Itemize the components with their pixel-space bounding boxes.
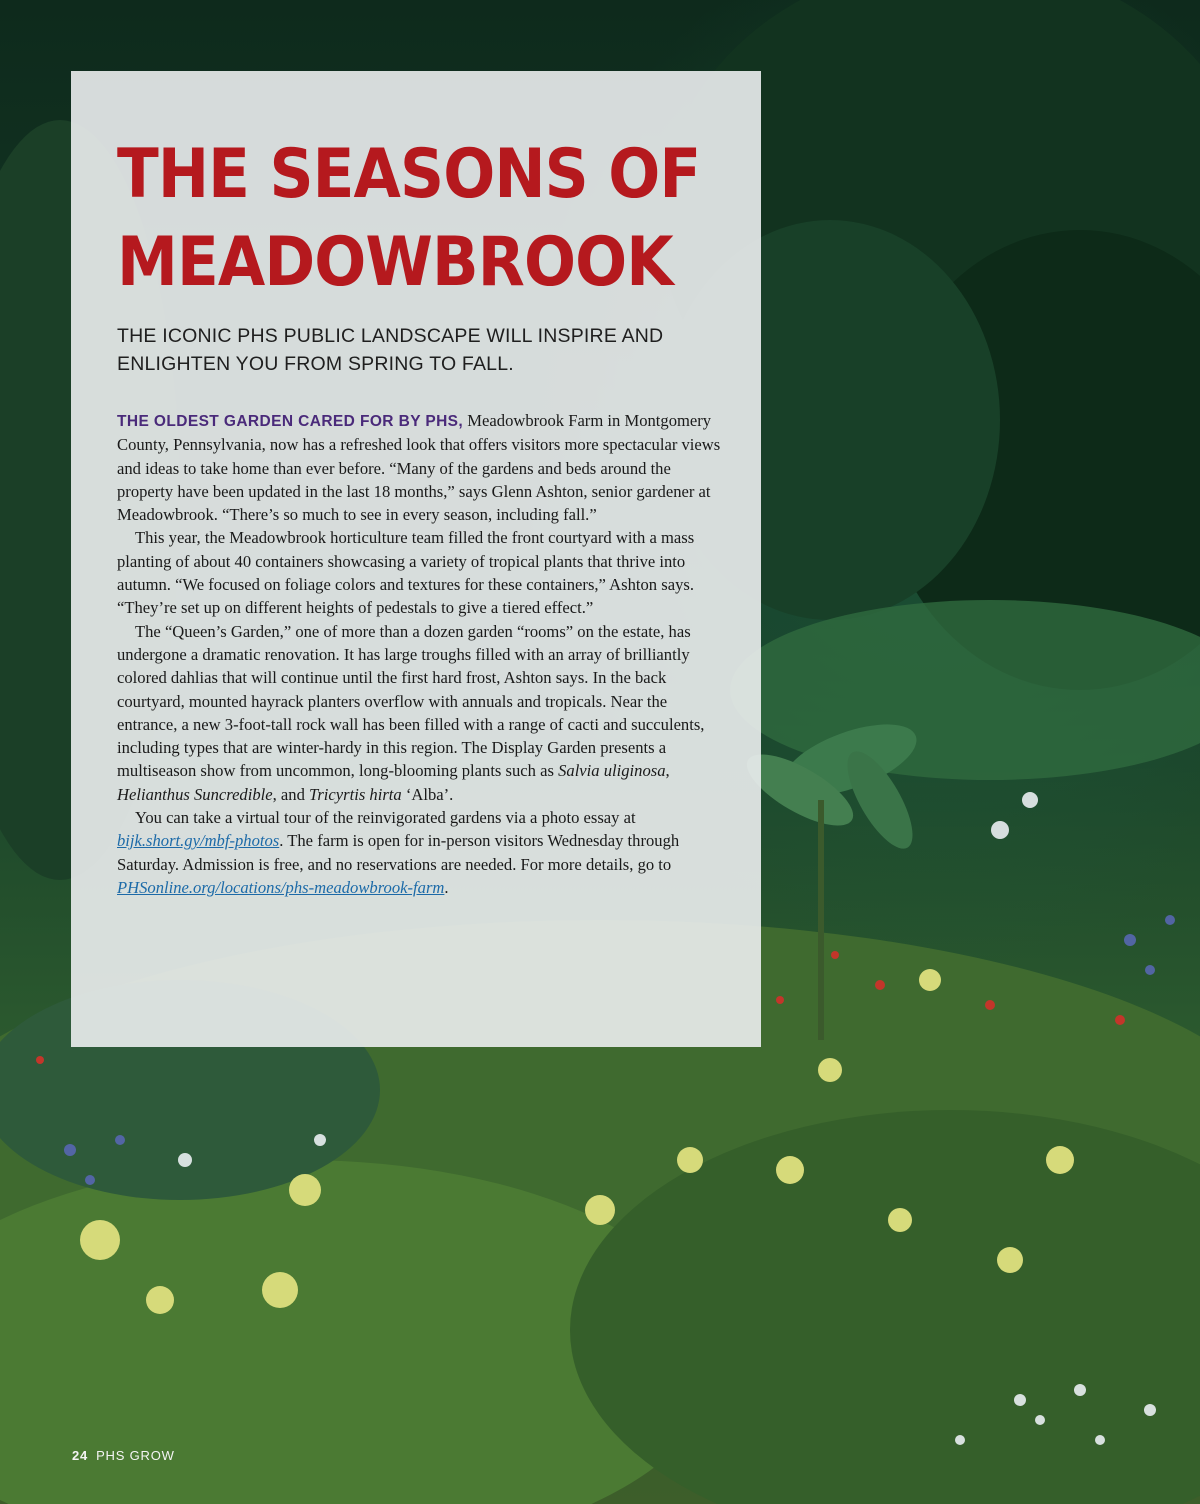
- article-deck: [117, 322, 717, 378]
- photo-essay-link[interactable]: bijk.short.gy/mbf-photos: [117, 831, 280, 851]
- separator: ,: [665, 761, 670, 781]
- page-number: 24: [72, 1448, 89, 1463]
- paragraph-2: [117, 526, 722, 619]
- lead-in: THE OLDEST GARDEN CARED FOR BY PHS,: [117, 413, 464, 430]
- article-body: [117, 409, 722, 899]
- article-panel: [71, 71, 761, 1047]
- paragraph-2-text: This year, the Meadowbrook horticulture team filled the front courtyard with a mass planting of about 40 containers showcasing a variety of tropical plants that thrive into autumn. “We focused on foliage colors and textures for these containers,” Ashton says. “They’re set up on different heights of pedestals to give a tiered effect.”: [117, 528, 695, 618]
- paragraph-3: [117, 620, 722, 806]
- phs-meadowbrook-link[interactable]: PHSonline.org/locations/phs-meadowbrook-farm: [117, 877, 445, 897]
- paragraph-3-text: The “Queen’s Garden,” one of more than a dozen garden “rooms” on the estate, has undergone a dramatic renovation. It has large troughs filled with an array of brilliantly colored dahlias that will continue until the first hard frost, Ashton says. In the back courtyard, mounted hayrack planters overflow with annuals and tropicals. Near the entrance, a new 3-foot-tall rock wall has been filled with a range of cacti and succulents, including types that are winter-hardy in this region. The Display Garden presents a multiseason show from uncommon, long-blooming plants such as: [117, 621, 705, 781]
- page-footer: [72, 1448, 175, 1463]
- separator: , and: [272, 784, 310, 804]
- paragraph-4-text-b: . The farm is open for in-person visitors Wednesday through Saturday. Admission is free, and no reservations are needed. For more details, go to: [117, 831, 680, 874]
- plant-name-helianthus: Helianthus Suncredible: [117, 784, 273, 804]
- paragraph-4-end: .: [444, 877, 449, 897]
- title-line-1: THE SEASONS OF: [117, 135, 701, 214]
- paragraph-1-text: Meadowbrook Farm in Montgomery County, Pennsylvania, now has a refreshed look that offers visitors more spectacular views and ideas to take home than ever before. “Many of the gardens and beds around the property have been updated in the last 18 months,” says Glenn Ashton, senior gardener at Meadowbrook. “There’s so much to see in every season, including fall.”: [117, 411, 721, 525]
- paragraph-4-text: You can take a virtual tour of the reinvigorated gardens via a photo essay at: [135, 808, 636, 828]
- deck-line-1: THE ICONIC PHS PUBLIC LANDSCAPE WILL INSPIRE AND: [117, 325, 664, 347]
- deck-line-2: ENLIGHTEN YOU FROM SPRING TO FALL.: [117, 353, 514, 375]
- title-line-2: MEADOWBROOK: [117, 223, 673, 302]
- article-title: [117, 131, 701, 307]
- paragraph-3-end: ‘Alba’.: [401, 784, 454, 804]
- paragraph-1: [117, 409, 722, 526]
- publication-name: PHS GROW: [96, 1448, 175, 1463]
- plant-name-tricyrtis: Tricyrtis hirta: [309, 784, 402, 804]
- plant-name-salvia: Salvia uliginosa: [558, 761, 666, 781]
- paragraph-4: [117, 806, 722, 899]
